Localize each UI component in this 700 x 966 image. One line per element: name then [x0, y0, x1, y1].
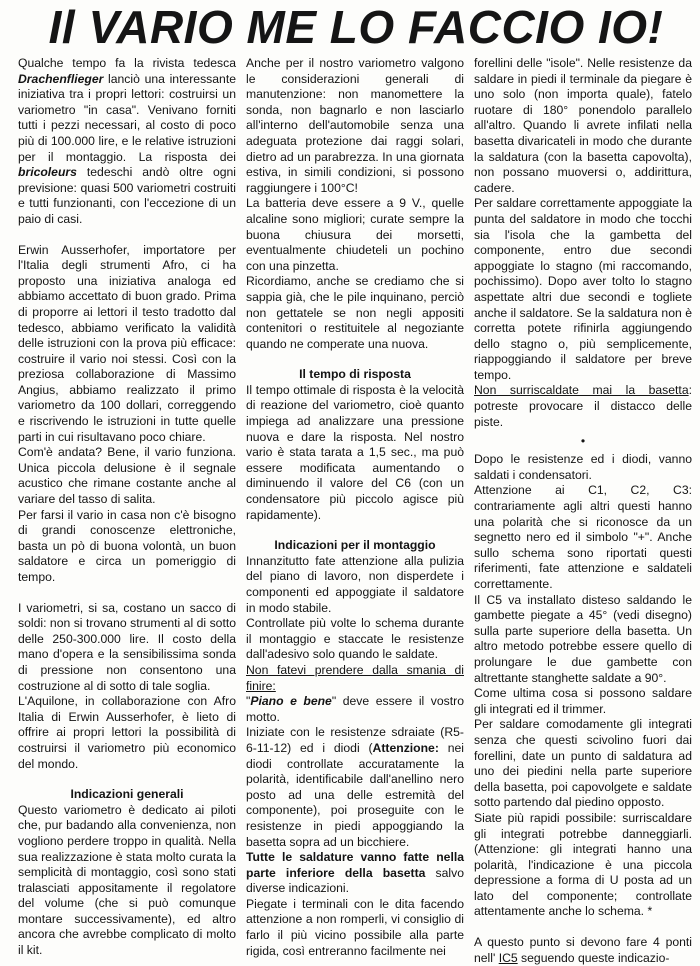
- paragraph: Controllate più volte lo schema durante il montaggio e staccate le resistenze dall'adesivo solo quando le saldate.: [246, 616, 464, 662]
- paragraph: [246, 725, 464, 850]
- section-heading: Indicazioni per il montaggio: [274, 538, 436, 553]
- article-title: Il VARIO ME LO FACCIO IO!: [48, 1, 664, 53]
- text: nei diodi controllate accuratamente la polarità, identificabile dall'anellino nero posto ad una delle estremità del componente), poi proseguite con le resistenze in piedi appoggiando la basetta sopra ad un bicchiere.: [246, 740, 464, 849]
- text: tedeschi andò oltre ogni previsione: quasi 500 variometri costruiti e tutti funzionanti, con l'eccezione di un paio di casi.: [18, 165, 236, 226]
- paragraph: L'Aquilone, in collaborazione con Afro Italia di Erwin Ausserhofer, è lieto di offrire ai propri lettori la possibilità di costruirsi il variometro più economico del mondo.: [18, 694, 236, 771]
- paragraph: Ricordiamo, anche se crediamo che si sappia già, che le pile inquinano, perciò non gettatele se non negli appositi contenitori o restituitele al negoziante quando ne comperate una nuova.: [246, 274, 464, 351]
- paragraph: Siate più rapidi possibile: surriscaldare gli integrati potrebbe danneggiarli. (Attenzione: gli integrati hanno una polarità, l'indicazione è una piccola depressione a forma di U posta ad un lato del componente; controllate attentamente anche lo schema. *: [474, 810, 692, 919]
- paragraph: Come ultima cosa si possono saldare gli integrati ed il trimmer.: [474, 686, 692, 716]
- section-separator: •: [580, 434, 586, 449]
- paragraph: Questo variometro è dedicato ai piloti che, pur badando alla convenienza, non vogliono perdere troppo in qualità. Nella sua realizzazione è stata molto curata la semplicità di montaggio, così sono stati tralasciati appositamente il regolatore del volume (che si può comunque montare successivamente), ed altro ancora che avrebbe complicato di molto il kit.: [18, 802, 236, 958]
- paragraph: [246, 694, 464, 725]
- text: A questo punto si devono fare 4 ponti nell': [474, 935, 692, 965]
- paragraph: [18, 56, 236, 228]
- paragraph: [474, 935, 692, 966]
- column-1: [18, 56, 236, 958]
- underlined-warning: Non surriscaldate mai la basetta: [474, 383, 689, 398]
- emphasis: bricoleurs: [18, 165, 77, 180]
- attention-label: Attenzione:: [372, 740, 439, 755]
- underlined-warning: Non fatevi prendere dalla smania di finire:: [246, 662, 464, 693]
- section-heading: Indicazioni generali: [70, 787, 184, 802]
- paragraph: Erwin Ausserhofer, importatore per l'Italia degli strumenti Afro, ci ha proposto una iniziativa analoga ed abbiamo accettato di buon grado. Prima di proporre ai lettori il testo tradotto dal tedesco, abbiamo verificato la validità delle istruzioni con la prova più efficace: costruire il vario noi stessi. Così con la preziosa collaborazione di Massimo Angius, abbiamo realizzato il primo variometro da 100 dollari, correggendo e riscrivendo le istruzioni in tutte quelle parti in cui risultavano poco chiare.: [18, 242, 236, 444]
- text: : potreste provocare il distacco delle piste.: [474, 383, 692, 429]
- magazine-name: Drachenflieger: [18, 71, 104, 86]
- text: Qualche tempo fa la rivista tedesca: [18, 56, 236, 70]
- paragraph: Il C5 va installato disteso saldando le gambette piegate a 45° (vedi disegno) sulla parte superiore della basetta. Un altro metodo potrebbe essere quello di prolungare le due gambette con altrettante stanghette saldate a 90°.: [474, 592, 692, 685]
- paragraph: [246, 850, 464, 897]
- paragraph: La batteria deve essere a 9 V., quelle alcaline sono migliori; curate sempre la buona chiusura dei morsetti, eventualmente chiudeteli un pochino con una pinzetta.: [246, 196, 464, 273]
- paragraph: I variometri, si sa, costano un sacco di soldi: non si trovano strumenti al di sotto delle 250-300.000 lire. Il costo della mano d'opera e la sensibilissima sonda di pressione non consentono una costruzione al di sotto di tale soglia.: [18, 600, 236, 693]
- paragraph: Dopo le resistenze ed i diodi, vanno saldati i condensatori.: [474, 452, 692, 482]
- paragraph: forellini delle "isole". Nelle resistenze da saldare in piedi il terminale da piegare è uno solo (non importa quale), fatelo ruotare di 180° ponendolo parallelo all'altro. Quando li avrete infilati nella basetta divaricateli in modo che durante la saldatura (con la basetta capovolta), non possano muoversi o, addirittura, cadere.: [474, 56, 692, 195]
- text: salvo diverse indicazioni.: [246, 865, 465, 896]
- text: ": [246, 694, 251, 709]
- paragraph: Anche per il nostro variometro valgono le considerazioni generali di manutenzione: non manomettere la sonda, non bagnarlo e non lasciarlo all'interno dell'automobile senza una adeguata protezione dai raggi solari, dietro ad un parabrezza. In una giornata estiva, in simili condizioni, si possono raggiungere i 100°C!: [246, 56, 464, 195]
- component-ref: IC5: [498, 950, 518, 965]
- text: Iniziate con le resistenze sdraiate (R5-6-11-12) ed i diodi (: [246, 725, 464, 755]
- paragraph: Com'è andata? Bene, il vario funziona. Unica piccola delusione è il segnale acustico che rimane costante anche al variare del tasso di salita.: [18, 445, 236, 507]
- paragraph: Per saldare correttamente appoggiate la punta del saldatore in modo che tocchi sia l'isola che la gambetta del componente, entro due secondi appoggiate lo stagno (mi raccomando, pochissimo). Dopo aver tolto lo stagno aspettate altri due secondi e togliete anche il saldatore. Se la saldatura non è corretta potete rifinirla aggiungendo dello stagno o, più semplicemente, riappoggiando il saldatore per breve tempo.: [474, 196, 692, 382]
- paragraph: [474, 383, 692, 430]
- column-3: [474, 56, 692, 965]
- article-columns: [18, 56, 694, 965]
- paragraph: Attenzione ai C1, C2, C3: contrariamente agli altri questi hanno una polarità che si riconosce da un segnetto nero ed il simbolo "+". Anche sullo schema sono riportati questi riferimenti, fate attenzione e saldateli correttamente.: [474, 483, 692, 591]
- column-2: [246, 56, 465, 958]
- paragraph: Innanzitutto fate attenzione alla pulizia del piano di lavoro, non disperdete i componenti ed appoggiate il saldatore in modo stabile.: [246, 553, 464, 615]
- paragraph: Piegate i terminali con le dita facendo attenzione a non romperli, vi consiglio di farlo il più vicino possibile alla parte rigida, così entreranno facilmente nei: [246, 896, 464, 958]
- text: seguendo queste indicazio-: [517, 950, 670, 965]
- paragraph: Per farsi il vario in casa non c'è bisogno di grandi conoscenze elettroniche, basta un pò di buona volontà, un buon saldatore e circa un pomeriggio di tempo.: [18, 507, 236, 584]
- paragraph: Il tempo ottimale di risposta è la velocità di reazione del variometro, cioè quanto impiega ad analizzare una pressione nuova e dare la risposta. Nel nostro vario è stata tarata a 1,5 sec., ma può essere modificata aumentando o diminuendo il valore del C6 (con un condensatore più piccolo agisce più rapidamente).: [246, 382, 464, 522]
- text: " deve essere il vostro motto.: [246, 694, 464, 724]
- text: lanciò una interessante iniziativa tra i propri lettori: costruirsi un variometro "in casa". Venivano forniti tutti i pezzi necessari, al costo di poco più di 100.000 lire, e le relative istruzioni per il montaggio. La risposta dei: [18, 71, 236, 164]
- paragraph: Per saldare comodamente gli integrati senza che questi scivolino fuori dai forellini, date un punto di saldatura ad uno dei piedini nella parte superiore della basetta, poi capovolgete e saldate sotto partendo dal piedino opposto.: [474, 717, 692, 810]
- section-heading: Il tempo di risposta: [299, 367, 411, 382]
- motto: Piano e bene: [250, 694, 332, 709]
- bold-instruction: Tutte le saldature vanno fatte nella parte inferiore della basetta: [246, 850, 464, 880]
